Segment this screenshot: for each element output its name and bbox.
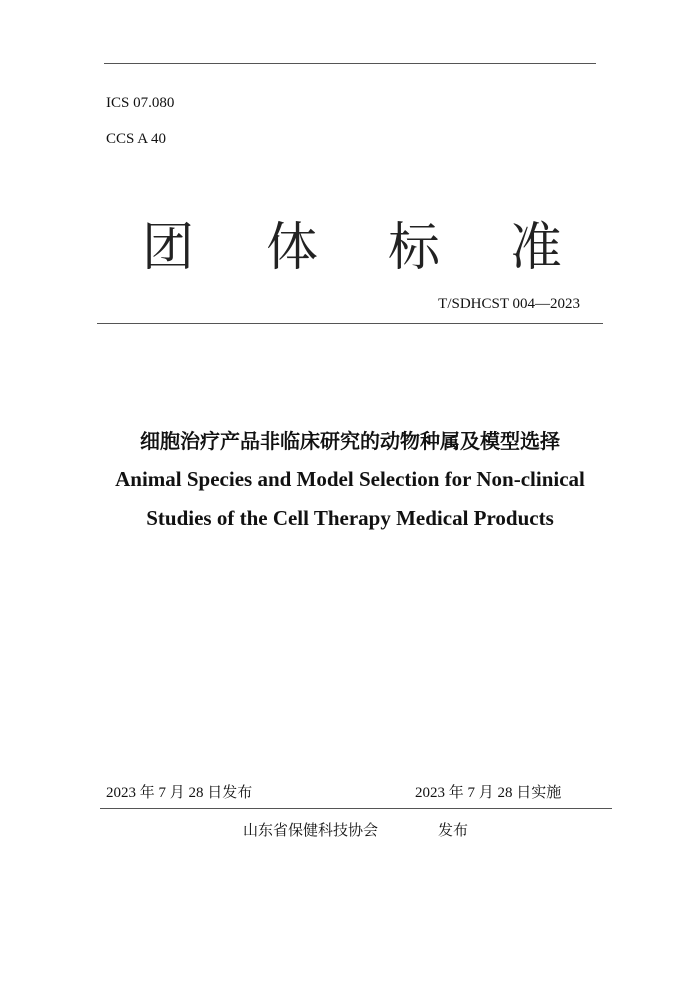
footer-rule: [100, 808, 612, 809]
ics-code: ICS 07.080: [106, 95, 175, 111]
issuer-name: 山东省保健科技协会: [243, 821, 379, 839]
implementation-date: 2023 年 7 月 28 日实施: [415, 785, 562, 801]
top-rule: [104, 63, 596, 64]
ccs-code: CCS A 40: [106, 131, 167, 147]
heading-rule: [97, 323, 603, 324]
standard-number: T/SDHCST 004—2023: [438, 296, 580, 312]
issue-label: 发布: [438, 821, 469, 839]
heading-char-1: 团: [142, 218, 195, 278]
release-date: 2023 年 7 月 28 日发布: [106, 785, 253, 801]
title-english-line2: Studies of the Cell Therapy Medical Products: [146, 506, 554, 530]
title-chinese: 细胞治疗产品非临床研究的动物种属及模型选择: [140, 429, 560, 453]
heading-char-3: 标: [388, 218, 441, 278]
title-english-line1: Animal Species and Model Selection for Non-clinical: [115, 467, 585, 491]
heading-char-2: 体: [266, 218, 319, 278]
heading-char-4: 准: [510, 218, 563, 278]
